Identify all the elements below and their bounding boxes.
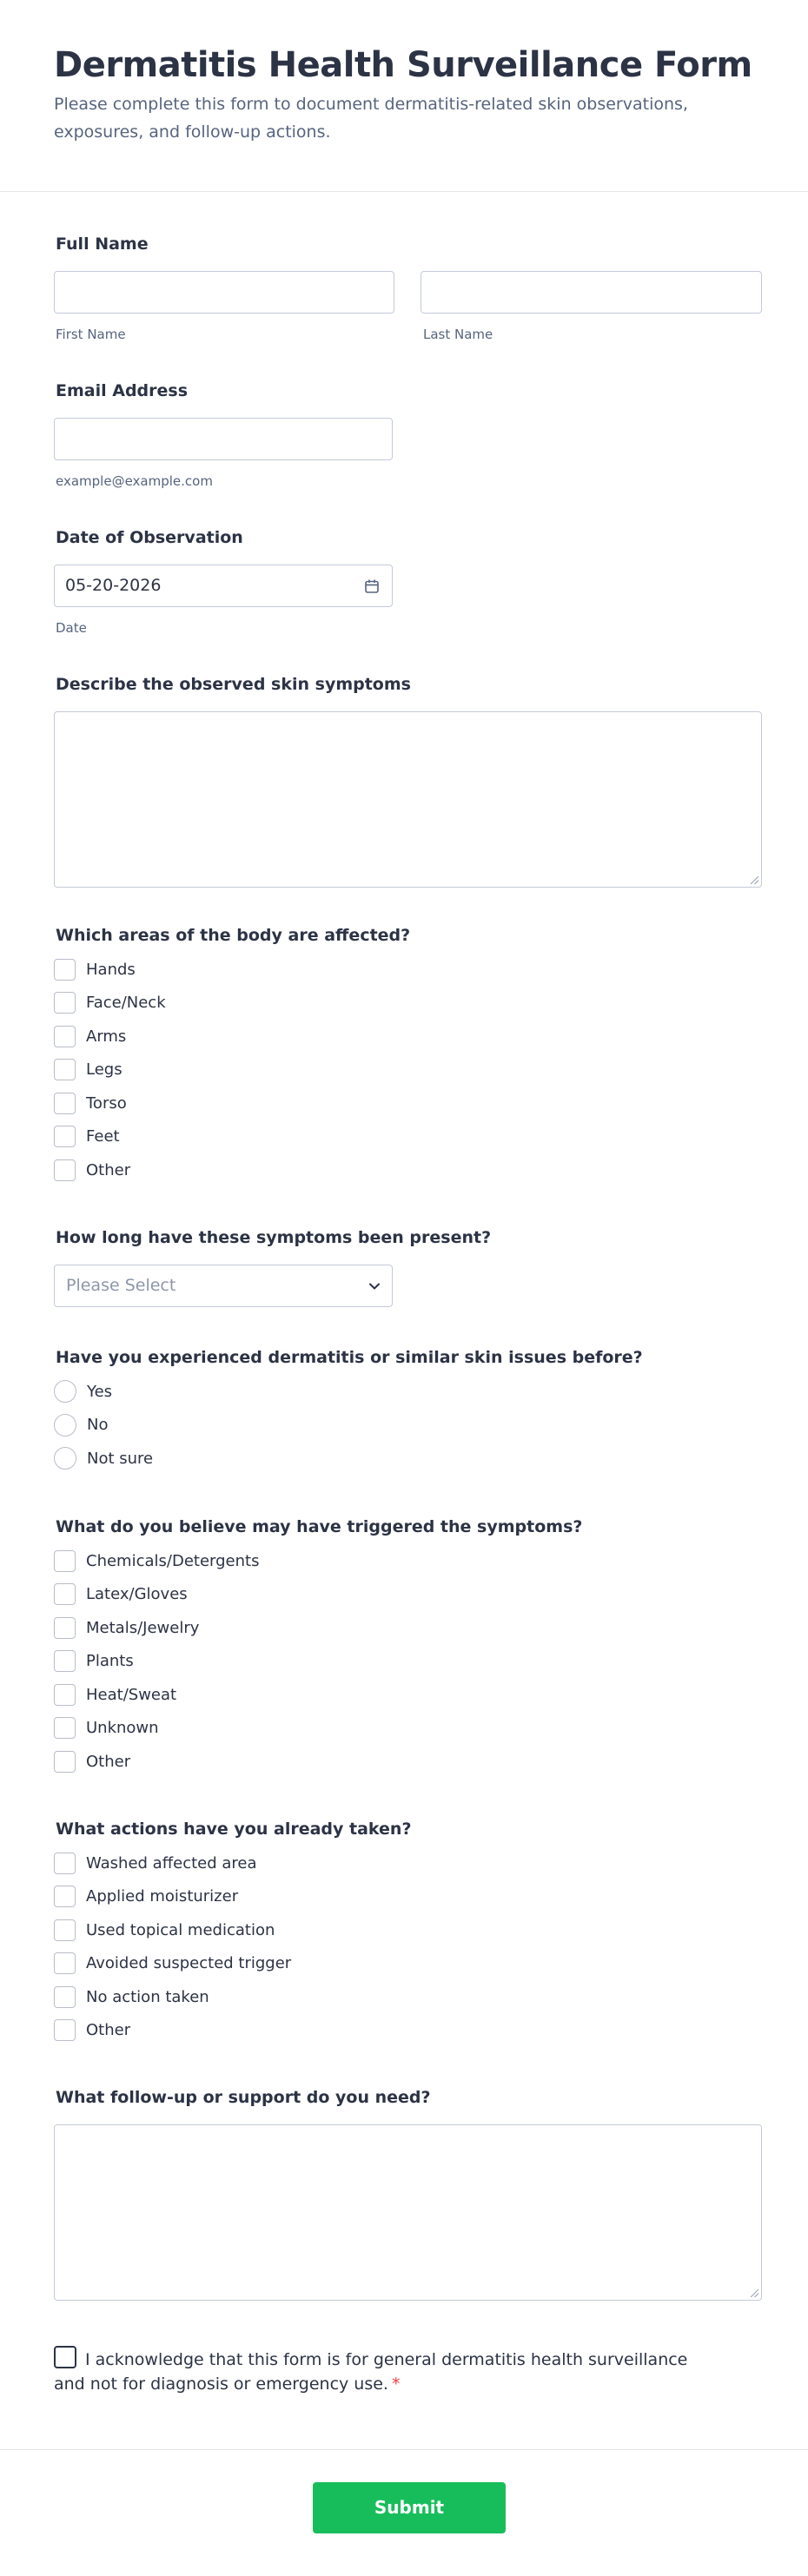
checkbox-option[interactable] (54, 1583, 188, 1606)
radio-button[interactable] (54, 1414, 76, 1437)
checkbox-option[interactable] (54, 1059, 123, 1081)
duration-label: How long have these symptoms been present? (56, 1228, 492, 1247)
resize-grip-icon[interactable] (751, 876, 758, 884)
checkbox[interactable] (54, 1059, 76, 1080)
duration-select[interactable] (54, 1265, 393, 1307)
option-label: Torso (86, 1093, 127, 1113)
full-name-label: Full Name (56, 234, 149, 254)
option-label: Plants (86, 1652, 134, 1670)
form-title: Dermatitis Health Surveillance Form (54, 45, 752, 85)
chevron-down-icon (368, 1279, 381, 1293)
date-input[interactable] (54, 565, 393, 607)
checkbox[interactable] (54, 1919, 76, 1941)
option-label: No (87, 1416, 109, 1434)
form-description: Please complete this form to document dermatitis-related skin observations, exposures, and follow-up actions. (54, 95, 688, 142)
resize-grip-icon[interactable] (751, 2289, 758, 2297)
option-label: Other (86, 1160, 131, 1179)
checkbox[interactable] (54, 1583, 76, 1605)
checkbox[interactable] (54, 1751, 76, 1773)
checkbox-option[interactable] (54, 958, 136, 981)
checkbox[interactable] (54, 1684, 76, 1706)
checkbox[interactable] (54, 1886, 76, 1907)
checkbox-option[interactable] (54, 1952, 291, 1975)
form-header (0, 0, 808, 192)
option-label: Hands (86, 960, 136, 979)
option-label: Applied moisturizer (86, 1887, 239, 1906)
checkbox[interactable] (54, 992, 76, 1014)
checkbox[interactable] (54, 1952, 76, 1974)
option-label: Feet (86, 1127, 120, 1146)
option-label: Not sure (87, 1449, 154, 1468)
checkbox-option[interactable] (54, 1092, 127, 1114)
duration-placeholder: Please Select (66, 1276, 176, 1295)
checkbox[interactable] (54, 959, 76, 981)
checkbox-option[interactable] (54, 1159, 130, 1181)
acknowledgement (54, 2346, 714, 2396)
checkbox-option[interactable] (54, 1650, 134, 1673)
date-label: Date of Observation (56, 528, 243, 547)
email-sublabel: example@example.com (56, 473, 213, 489)
checkbox-option[interactable] (54, 1886, 238, 1908)
checkbox-option[interactable] (54, 1549, 259, 1572)
checkbox-option[interactable] (54, 1025, 126, 1047)
date-sublabel: Date (56, 620, 87, 636)
checkbox[interactable] (54, 1159, 76, 1181)
radio-button[interactable] (54, 1380, 76, 1403)
body-areas-label: Which areas of the body are affected? (56, 926, 411, 945)
checkbox[interactable] (54, 1126, 76, 1147)
actions-label: What actions have you already taken? (56, 1820, 412, 1839)
checkbox-option[interactable] (54, 1683, 176, 1706)
checkbox-option[interactable] (54, 1717, 159, 1740)
option-label: Metals/Jewelry (86, 1618, 200, 1637)
followup-label: What follow-up or support do you need? (56, 2088, 431, 2107)
option-label: No action taken (86, 1987, 209, 2006)
submit-button[interactable]: Submit (313, 2482, 506, 2533)
email-input[interactable] (54, 418, 393, 460)
option-label: Used topical medication (86, 1920, 275, 1939)
checkbox[interactable] (54, 1650, 76, 1672)
date-value: 05-20-2026 (65, 576, 162, 595)
checkbox-option[interactable] (54, 1919, 275, 1941)
followup-textarea[interactable] (54, 2124, 762, 2301)
option-label: Chemicals/Detergents (86, 1551, 260, 1570)
last-name-sublabel: Last Name (423, 327, 493, 342)
radio-option[interactable] (54, 1447, 153, 1470)
option-label: Latex/Gloves (86, 1585, 188, 1603)
checkbox-option[interactable] (54, 2019, 130, 2042)
first-name-input[interactable] (54, 271, 394, 314)
checkbox-option[interactable] (54, 1750, 130, 1773)
acknowledgement-text: I acknowledge that this form is for general dermatitis health surveillance and not for diagnosis or emergency use. (54, 2350, 688, 2394)
radio-option[interactable] (54, 1414, 108, 1437)
history-label: Have you experienced dermatitis or similar skin issues before? (56, 1348, 643, 1367)
first-name-sublabel: First Name (56, 327, 126, 342)
option-label: Heat/Sweat (86, 1685, 177, 1704)
triggers-label: What do you believe may have triggered the symptoms? (56, 1517, 583, 1536)
option-label: Legs (86, 1060, 123, 1079)
last-name-input[interactable] (421, 271, 762, 314)
checkbox[interactable] (54, 1853, 76, 1874)
radio-button[interactable] (54, 1447, 76, 1470)
checkbox-option[interactable] (54, 1126, 120, 1148)
checkbox[interactable] (54, 2019, 76, 2041)
option-label: Avoided suspected trigger (86, 1954, 292, 1972)
checkbox-option[interactable] (54, 992, 166, 1014)
radio-option[interactable] (54, 1380, 112, 1403)
symptoms-label: Describe the observed skin symptoms (56, 675, 411, 694)
checkbox[interactable] (54, 1617, 76, 1639)
checkbox-option[interactable] (54, 1985, 209, 2008)
checkbox[interactable] (54, 1093, 76, 1114)
checkbox[interactable] (54, 1026, 76, 1047)
option-label: Arms (86, 1027, 127, 1046)
symptoms-textarea[interactable] (54, 711, 762, 888)
acknowledgement-checkbox[interactable] (54, 2346, 76, 2368)
checkbox[interactable] (54, 1986, 76, 2008)
option-label: Other (86, 2021, 131, 2039)
option-label: Yes (87, 1382, 113, 1401)
checkbox[interactable] (54, 1717, 76, 1739)
calendar-icon[interactable] (364, 578, 380, 594)
option-label: Other (86, 1752, 131, 1771)
option-label: Face/Neck (86, 994, 166, 1012)
footer-divider (0, 2449, 808, 2450)
email-label: Email Address (56, 381, 189, 400)
checkbox[interactable] (54, 1550, 76, 1572)
option-label: Washed affected area (86, 1853, 257, 1873)
required-mark: * (391, 2375, 401, 2394)
checkbox-option[interactable] (54, 1852, 257, 1874)
option-label: Unknown (86, 1719, 159, 1737)
checkbox-option[interactable] (54, 1616, 199, 1639)
